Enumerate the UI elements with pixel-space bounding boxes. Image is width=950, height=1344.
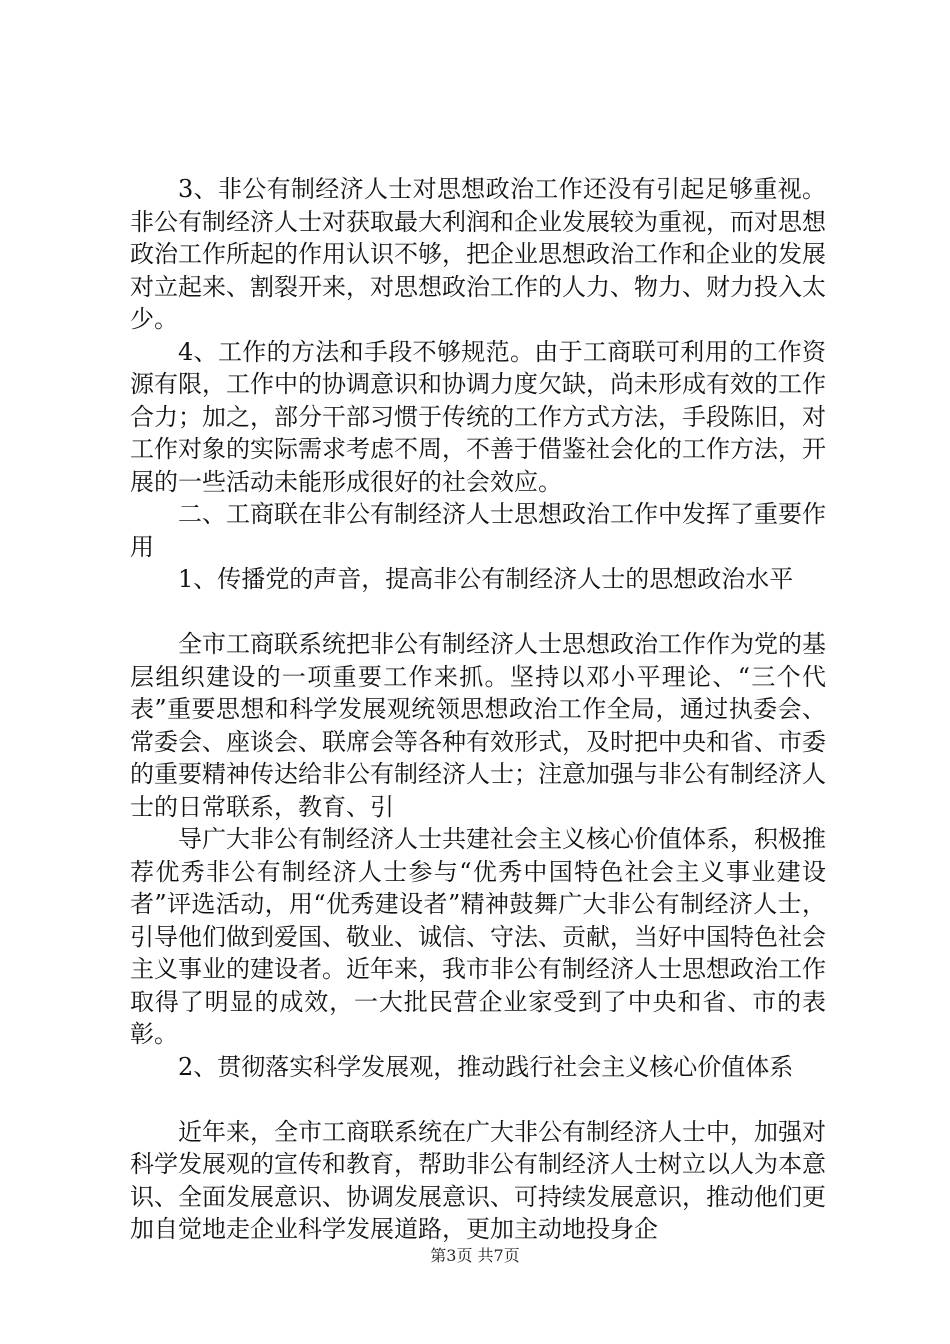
paragraph-gap — [130, 596, 826, 629]
document-body — [130, 173, 826, 1246]
subheading-1: 1、传播党的声音，提高非公有制经济人士的思想政治水平 — [178, 565, 794, 593]
section-heading-2: 二、工商联在非公有制经济人士思想政治工作中发挥了重要作用 — [130, 500, 826, 561]
subheading-2: 2、贯彻落实科学发展观，推动践行社会主义核心价值体系 — [178, 1052, 794, 1081]
paragraph-gap — [130, 1083, 826, 1116]
paragraph-guidance: 导广大非公有制经济人士共建社会主义核心价值体系，积极推荐优秀非公有制经济人士参与“优秀中国特色社会主义事业建设者”评选活动，用“优秀建设者”精神鼓舞广大非公有制经济人士，引导他们做到爱国、敬业、诚信、守法、贡献，当好中国特色社会主义事业的建设者。近年来，我市非公有制经济人士思想政治工作取得了明显的成效，一大批民营企业家受到了中央和省、市的表彰。 — [130, 825, 826, 1048]
page-number-footer: 第3页 共7页 — [430, 1246, 520, 1265]
paragraph-propaganda: 全市工商联系统把非公有制经济人士思想政治工作作为党的基层组织建设的一项重要工作来抓。坚持以邓小平理论、“三个代表”重要思想和科学发展观统领思想政治工作全局，通过执委会、常委会、座谈会、联席会等各种有效形式，及时把中央和省、市委的重要精神传达给非公有制经济人士；注意加强与非公有制经济人士的日常联系，教育、引 — [130, 630, 826, 821]
paragraph-point-3: 3、非公有制经济人士对思想政治工作还没有引起足够重视。非公有制经济人士对获取最大利润和企业发展较为重视，而对思想政治工作所起的作用认识不够，把企业思想政治工作和企业的发展对立起来、割裂开来，对思想政治工作的人力、物力、财力投入太少。 — [130, 175, 826, 333]
paragraph-science-development: 近年来，全市工商联系统在广大非公有制经济人士中，加强对科学发展观的宣传和教育，帮助非公有制经济人士树立以人为本意识、全面发展意识、协调发展意识、可持续发展意识，推动他们更加自觉地走企业科学发展道路，更加主动地投身企 — [130, 1117, 826, 1243]
paragraph-point-4: 4、工作的方法和手段不够规范。由于工商联可利用的工作资源有限，工作中的协调意识和协调力度欠缺，尚未形成有效的工作合力；加之，部分干部习惯于传统的工作方式方法，手段陈旧，对工作对象的实际需求考虑不周，不善于借鉴社会化的工作方法，开展的一些活动未能形成很好的社会效应。 — [130, 337, 826, 496]
